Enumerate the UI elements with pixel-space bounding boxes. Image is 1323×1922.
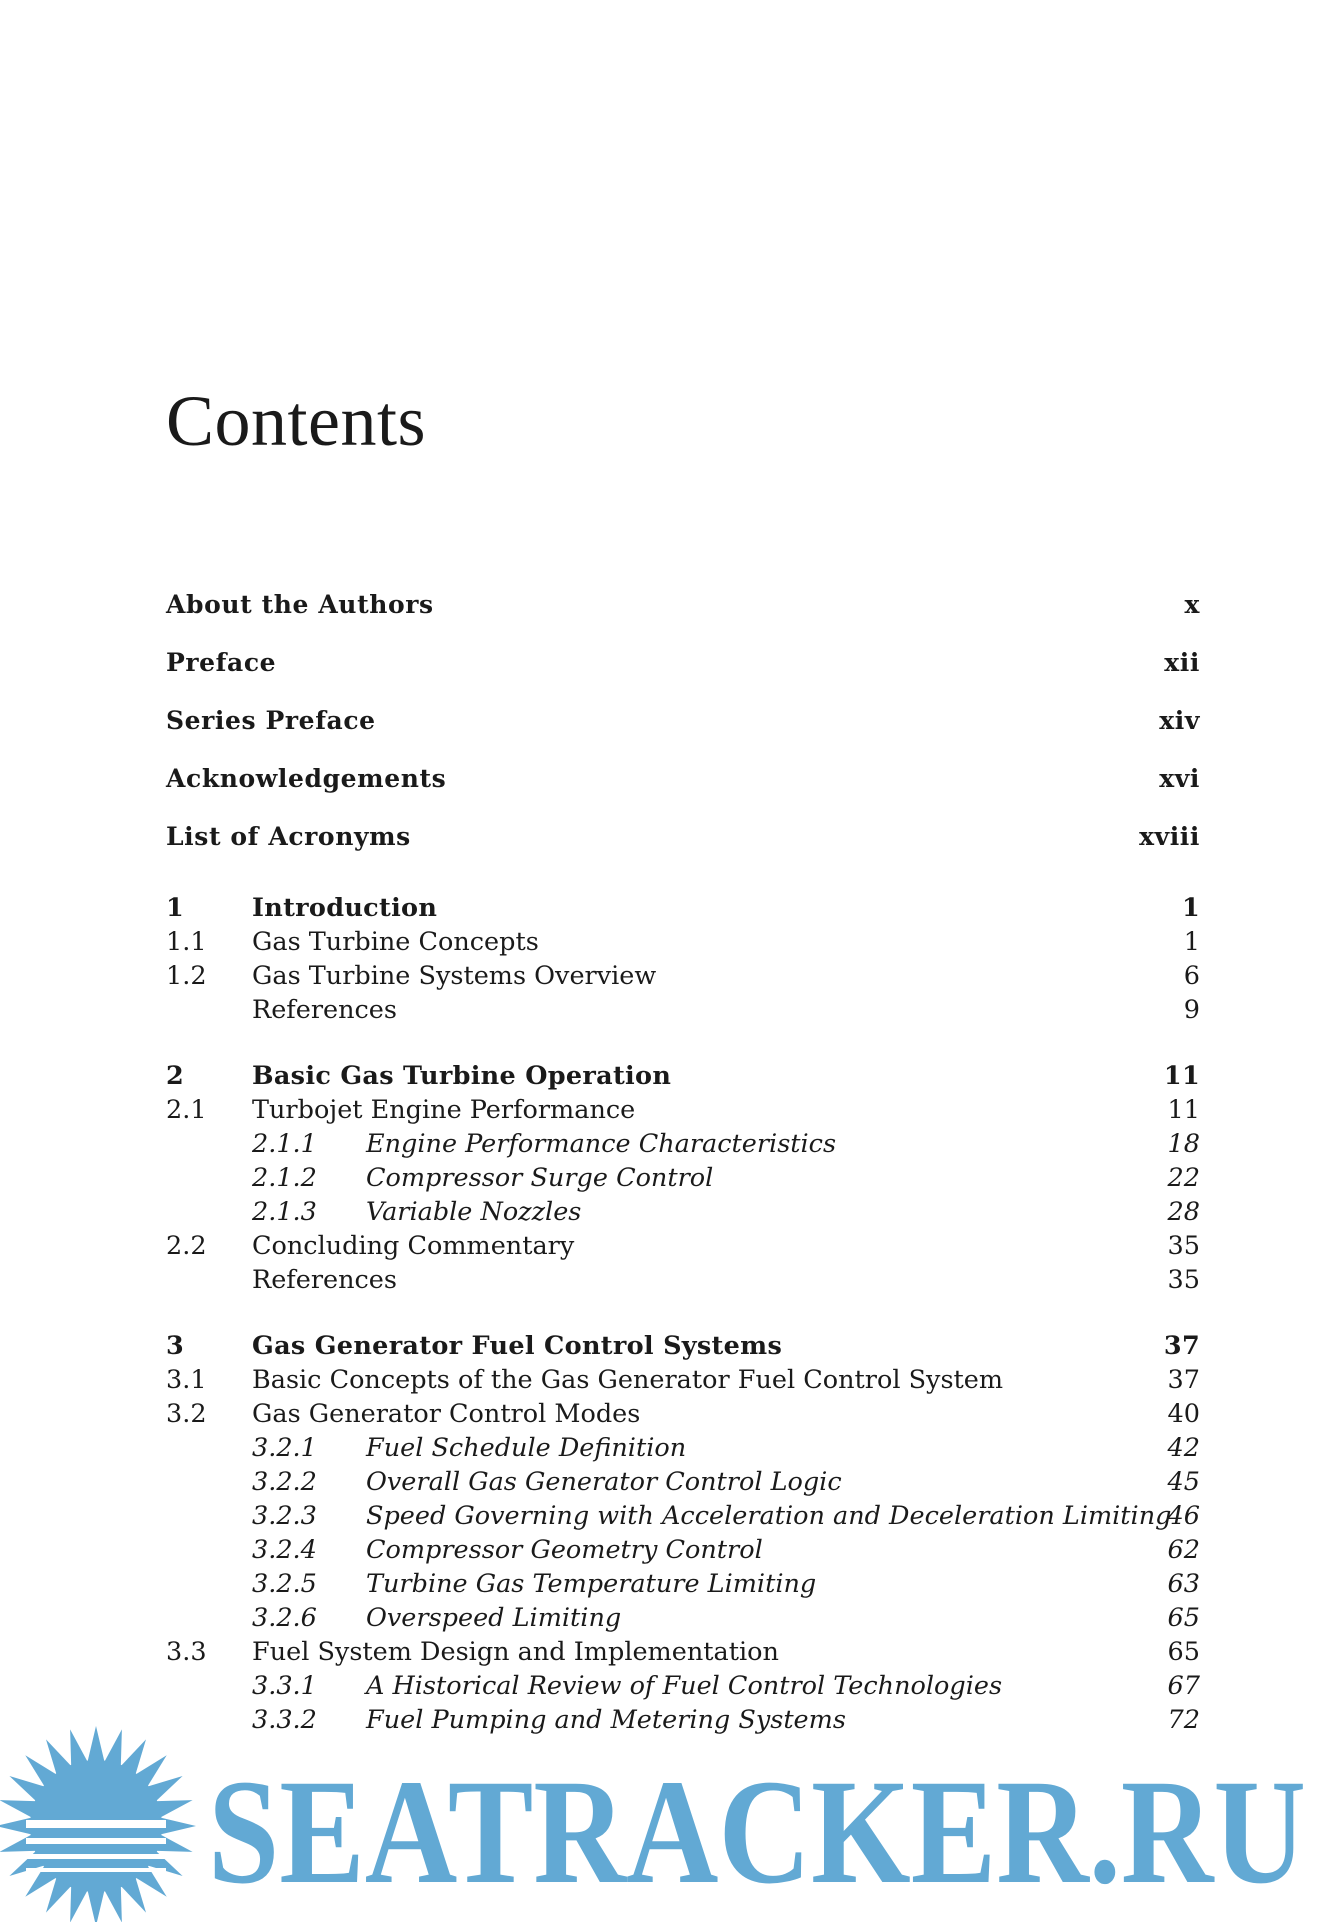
- toc-section-number: 3.3: [166, 1637, 207, 1667]
- toc-subsection-number: 2.1.3: [252, 1197, 317, 1227]
- toc-page-number: 1: [1181, 893, 1200, 923]
- toc-page-number: 11: [1167, 1095, 1200, 1125]
- toc-section[interactable]: [166, 1263, 1200, 1297]
- toc-section-title: Turbojet Engine Performance: [252, 1095, 636, 1125]
- toc-section-number: 3.1: [166, 1365, 207, 1395]
- toc-section-title: Gas Turbine Systems Overview: [252, 961, 657, 991]
- toc-section[interactable]: [166, 925, 1200, 959]
- toc-section[interactable]: [166, 1093, 1200, 1127]
- toc-section-title: References: [252, 995, 397, 1025]
- toc-page-number: 28: [1167, 1197, 1200, 1227]
- toc-chapter-1[interactable]: [166, 891, 1200, 925]
- toc-page-number: 40: [1167, 1399, 1200, 1429]
- toc-subsection-title: A Historical Review of Fuel Control Technologies: [366, 1671, 1003, 1701]
- toc-section[interactable]: [166, 993, 1200, 1027]
- toc-page-number: 37: [1163, 1331, 1200, 1361]
- toc-entry-title: List of Acronyms: [166, 822, 411, 851]
- toc-page-number: 6: [1183, 961, 1200, 991]
- page-title: Contents: [166, 381, 427, 461]
- watermark: [0, 1722, 1323, 1922]
- toc-chapter-number: 1: [166, 893, 185, 923]
- toc-chapter-number: 3: [166, 1331, 185, 1361]
- toc-chapter-2[interactable]: [166, 1059, 1200, 1093]
- toc-section-title: Concluding Commentary: [252, 1231, 575, 1261]
- toc-section-number: 2.1: [166, 1095, 207, 1125]
- sunburst-logo-icon: [0, 1726, 196, 1922]
- toc-subsection-title: Fuel Pumping and Metering Systems: [366, 1705, 846, 1735]
- toc-section[interactable]: [166, 1363, 1200, 1397]
- toc-entry-title: Preface: [166, 648, 277, 677]
- toc-section[interactable]: [166, 1635, 1200, 1669]
- table-of-contents: [166, 585, 1200, 1737]
- toc-subsection[interactable]: [166, 1669, 1200, 1703]
- toc-subsection-number: 3.2.5: [252, 1569, 317, 1599]
- toc-page-number: 42: [1167, 1433, 1200, 1463]
- toc-section-title: Fuel System Design and Implementation: [252, 1637, 779, 1667]
- toc-page-number: 65: [1167, 1603, 1200, 1633]
- toc-page-number: 65: [1167, 1637, 1200, 1667]
- toc-section[interactable]: [166, 959, 1200, 993]
- toc-page-number: x: [1184, 590, 1200, 619]
- toc-subsection[interactable]: [166, 1533, 1200, 1567]
- watermark-text: SEATRACKER.RU: [208, 1749, 1306, 1915]
- toc-subsection-number: 3.2.2: [252, 1467, 317, 1497]
- toc-chapter-title: Introduction: [252, 893, 438, 923]
- toc-section-number: 3.2: [166, 1399, 207, 1429]
- toc-page-number: 35: [1167, 1265, 1200, 1295]
- toc-chapter-3[interactable]: [166, 1329, 1200, 1363]
- toc-section-title: Gas Turbine Concepts: [252, 927, 539, 957]
- toc-page-number: 62: [1167, 1535, 1200, 1565]
- toc-subsection[interactable]: [166, 1195, 1200, 1229]
- toc-section-number: 2.2: [166, 1231, 207, 1261]
- toc-section-number: 1.2: [166, 961, 207, 991]
- toc-page-number: 18: [1167, 1129, 1200, 1159]
- toc-subsection-number: 3.2.1: [252, 1433, 317, 1463]
- toc-page-number: 72: [1167, 1705, 1200, 1735]
- toc-subsection[interactable]: [166, 1431, 1200, 1465]
- toc-chapter-title: Gas Generator Fuel Control Systems: [252, 1331, 783, 1361]
- toc-page-number: 46: [1167, 1501, 1200, 1531]
- toc-subsection-number: 3.2.6: [252, 1603, 317, 1633]
- toc-entry-title: Acknowledgements: [166, 764, 447, 793]
- toc-subsection[interactable]: [166, 1601, 1200, 1635]
- toc-section-title: Gas Generator Control Modes: [252, 1399, 641, 1429]
- toc-page-number: xiv: [1159, 706, 1200, 735]
- toc-subsection[interactable]: [166, 1499, 1200, 1533]
- toc-subsection-title: Turbine Gas Temperature Limiting: [366, 1569, 817, 1599]
- toc-page-number: 63: [1167, 1569, 1200, 1599]
- toc-front-entry[interactable]: [166, 817, 1200, 875]
- toc-subsection[interactable]: [166, 1465, 1200, 1499]
- toc-subsection-title: Compressor Surge Control: [366, 1163, 714, 1193]
- toc-subsection-title: Speed Governing with Acceleration and Deceleration Limiting: [366, 1501, 1172, 1531]
- toc-front-entry[interactable]: [166, 701, 1200, 759]
- toc-chapter-number: 2: [166, 1061, 185, 1091]
- toc-page-number: 1: [1183, 927, 1200, 957]
- toc-page-number: 35: [1167, 1231, 1200, 1261]
- toc-section-title: References: [252, 1265, 397, 1295]
- toc-page-number: xviii: [1139, 822, 1200, 851]
- toc-front-entry[interactable]: [166, 585, 1200, 643]
- toc-subsection[interactable]: [166, 1567, 1200, 1601]
- toc-subsection-title: Fuel Schedule Definition: [366, 1433, 687, 1463]
- toc-chapter-title: Basic Gas Turbine Operation: [252, 1061, 672, 1091]
- toc-page-number: 11: [1163, 1061, 1200, 1091]
- toc-section[interactable]: [166, 1229, 1200, 1263]
- toc-page-number: 9: [1183, 995, 1200, 1025]
- toc-subsection-title: Engine Performance Characteristics: [366, 1129, 837, 1159]
- toc-section[interactable]: [166, 1397, 1200, 1431]
- toc-subsection-title: Compressor Geometry Control: [366, 1535, 763, 1565]
- toc-front-entry[interactable]: [166, 643, 1200, 701]
- toc-page-number: 67: [1167, 1671, 1200, 1701]
- toc-section-number: 1.1: [166, 927, 207, 957]
- toc-page-number: xvi: [1159, 764, 1200, 793]
- toc-section-title: Basic Concepts of the Gas Generator Fuel Control System: [252, 1365, 1004, 1395]
- toc-subsection-number: 3.3.2: [252, 1705, 317, 1735]
- toc-entry-title: Series Preface: [166, 706, 376, 735]
- toc-entry-title: About the Authors: [166, 590, 434, 619]
- toc-front-entry[interactable]: [166, 759, 1200, 817]
- toc-subsection-title: Overall Gas Generator Control Logic: [366, 1467, 842, 1497]
- toc-subsection-title: Overspeed Limiting: [366, 1603, 622, 1633]
- toc-page-number: 45: [1167, 1467, 1200, 1497]
- toc-page-number: xii: [1164, 648, 1200, 677]
- toc-subsection-title: Variable Nozzles: [366, 1197, 582, 1227]
- toc-subsection[interactable]: [166, 1127, 1200, 1161]
- toc-subsection[interactable]: [166, 1161, 1200, 1195]
- toc-subsection-number: 3.2.4: [252, 1535, 317, 1565]
- toc-subsection-number: 3.3.1: [252, 1671, 317, 1701]
- toc-subsection-number: 3.2.3: [252, 1501, 317, 1531]
- toc-page-number: 37: [1167, 1365, 1200, 1395]
- toc-subsection-number: 2.1.2: [252, 1163, 317, 1193]
- toc-subsection-number: 2.1.1: [252, 1129, 317, 1159]
- toc-page-number: 22: [1167, 1163, 1200, 1193]
